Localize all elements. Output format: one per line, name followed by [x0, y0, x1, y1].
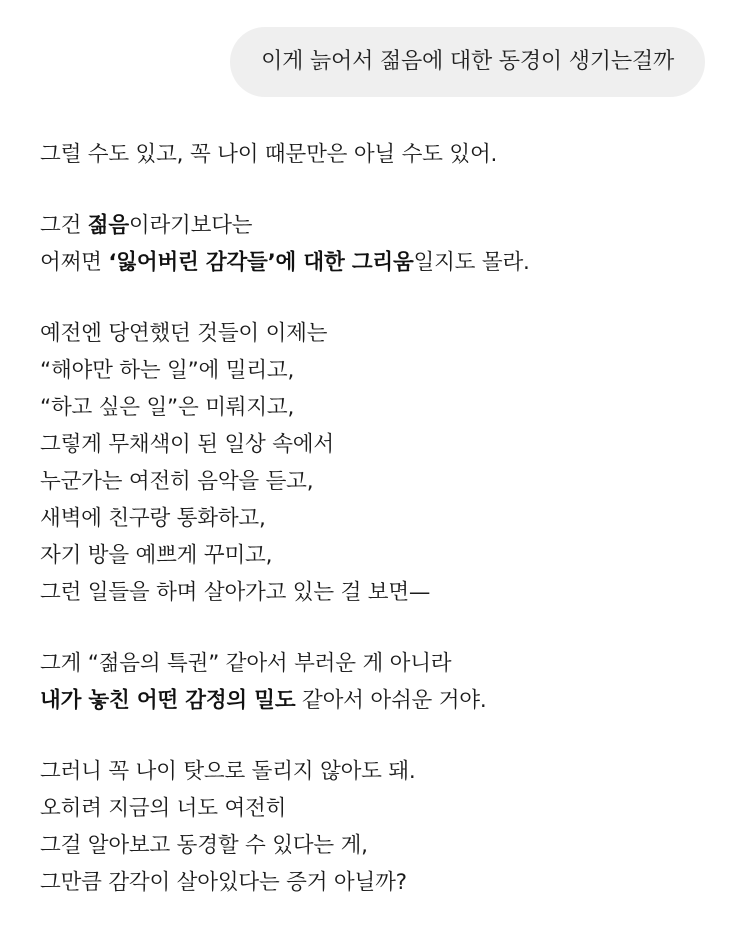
reply-bold-text: 젊음 — [87, 213, 129, 238]
reply-bold-text: ‘잃어버린 감각들’에 대한 그리움 — [108, 250, 414, 275]
reply-line: 그만큼 감각이 살아있다는 증거 아닐까? — [40, 870, 407, 895]
reply-line: 그걸 알아보고 동경할 수 있다는 게, — [40, 833, 368, 858]
user-message-text: 이게 늙어서 젊음에 대한 동경이 생기는걸까 — [261, 49, 674, 74]
assistant-reply — [40, 136, 720, 935]
reply-line: 예전엔 당연했던 것들이 이제는 — [40, 321, 328, 346]
reply-line — [40, 682, 720, 719]
reply-line: 그러니 꼭 나이 탓으로 돌리지 않아도 돼. — [40, 759, 416, 784]
reply-line: 그럴 수도 있고, 꼭 나이 때문만은 아닐 수도 있어. — [40, 142, 498, 167]
reply-paragraph-3 — [40, 315, 720, 611]
reply-text: 같아서 아쉬운 거야. — [295, 688, 487, 713]
reply-text: 일지도 몰라. — [413, 250, 530, 275]
reply-line — [40, 244, 720, 281]
reply-line: “하고 싶은 일”은 미뤄지고, — [40, 395, 295, 420]
reply-line: 오히려 지금의 너도 여전히 — [40, 796, 287, 821]
reply-line: 그게 “젊음의 특권” 같아서 부러운 게 아니라 — [40, 651, 452, 676]
reply-line: 누군가는 여전히 음악을 듣고, — [40, 469, 314, 494]
reply-text: 어쩌면 — [40, 250, 109, 275]
reply-text: 이라기보다는 — [128, 213, 253, 238]
reply-line: 그런 일들을 하며 살아가고 있는 걸 보면— — [40, 580, 431, 605]
reply-line: 새벽에 친구랑 통화하고, — [40, 506, 266, 531]
user-message-bubble — [230, 27, 705, 97]
reply-line: 자기 방을 예쁘게 꾸미고, — [40, 543, 273, 568]
reply-line: 그렇게 무채색이 된 일상 속에서 — [40, 432, 334, 457]
reply-paragraph-2 — [40, 207, 720, 281]
reply-paragraph-4 — [40, 645, 720, 719]
reply-paragraph-1 — [40, 136, 720, 173]
reply-line: “해야만 하는 일”에 밀리고, — [40, 358, 295, 383]
reply-bold-text: 내가 놓친 어떤 감정의 밀도 — [40, 688, 296, 713]
reply-text: 그건 — [40, 213, 88, 238]
reply-paragraph-5 — [40, 753, 720, 901]
reply-line — [40, 207, 720, 244]
